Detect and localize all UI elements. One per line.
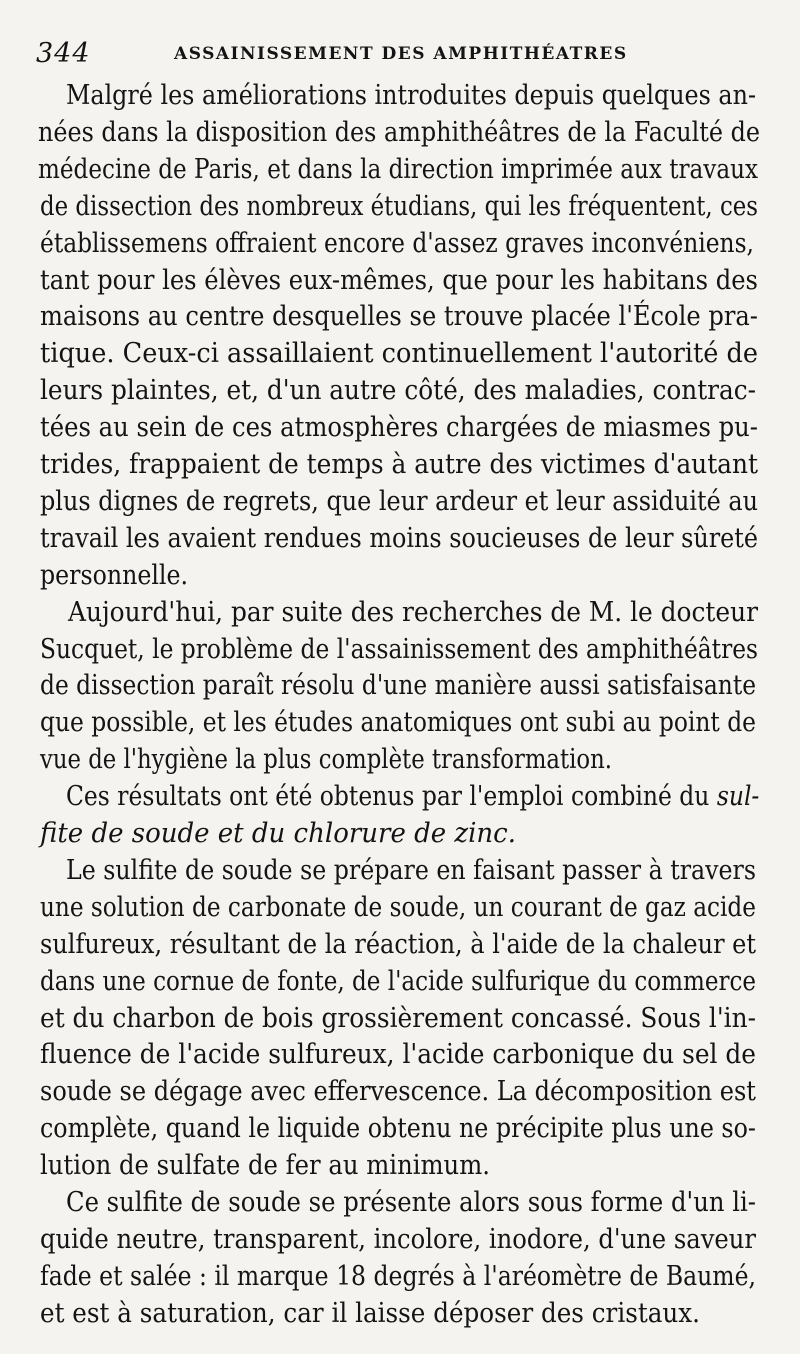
text-line-content: de dissection des nombreux étudians, qui les fréquentent, ces	[40, 190, 759, 222]
text-line-content: personnelle.	[40, 559, 189, 591]
text-line	[40, 224, 754, 264]
page-header	[36, 38, 756, 72]
text-line	[40, 261, 757, 301]
text-line-content: de dissection paraît résolu d'une manière aussi satisfaisante	[40, 670, 757, 702]
text-line	[66, 1183, 786, 1223]
text-line-content: tées au sein de ces atmosphères chargées de miasmes pu-	[40, 412, 758, 444]
text-line-content: sulfureux, résultant de la réaction, à l'aide de la chaleur et	[40, 928, 757, 960]
text-line-content: quide neutre, transparent, incolore, inodore, d'une saveur	[40, 1223, 757, 1255]
text-line	[40, 297, 756, 337]
text-line-content: Ces résultats ont été obtenus par l'emploi combiné du	[66, 781, 710, 813]
text-line-content: médecine de Paris, et dans la direction imprimée aux travaux	[38, 153, 758, 185]
text-line-content: leurs plaintes, et, d'un autre côté, des maladies, contrac-	[40, 375, 757, 407]
text-line	[40, 519, 759, 559]
text-line	[40, 999, 775, 1039]
text-line-content: Le sulfite de soude se prépare en faisant passer à travers	[66, 854, 757, 886]
text-line-content: établissemens offraient encore d'assez graves inconvéniens,	[40, 227, 754, 259]
text-line	[40, 371, 774, 411]
text-line	[40, 1072, 756, 1112]
text-line-content: travail les avaient rendues moins soucieuses de leur sûreté	[40, 522, 759, 554]
text-line-content: dans une cornue de fonte, de l'acide sulfurique du commerce	[40, 965, 757, 997]
text-line-content: complète, quand le liquide obtenu ne précipite plus une so-	[40, 1113, 756, 1145]
text-line	[40, 1220, 758, 1260]
text-line-content: Sucquet, le problème de l'assainissement des amphithéâtres	[40, 633, 759, 665]
text-line	[66, 851, 767, 891]
text-line	[40, 334, 797, 374]
text-line	[40, 630, 759, 670]
text-line	[40, 408, 759, 448]
text-line-content: plus dignes de regrets, que leur ardeur et leur assiduité au	[40, 485, 759, 517]
text-line-content: une solution de carbonate de soude, un courant de gaz acide	[40, 891, 756, 923]
text-line-content: tique. Ceux-ci assaillaient continuellement l'autorité de	[40, 338, 758, 370]
text-line-content: Ce sulfite de soude se présente alors sous forme d'un li-	[66, 1187, 756, 1218]
text-line	[40, 703, 756, 743]
text-line-content: lution de sulfate de fer au minimum.	[40, 1150, 491, 1182]
text-line-content: vue de l'hygiène la plus complète transformation.	[40, 744, 613, 776]
text-line	[66, 76, 771, 116]
text-line-content: et est à saturation, car il laisse déposer des cristaux.	[40, 1297, 701, 1329]
text-line	[40, 925, 757, 965]
text-line-content: Aujourd'hui, par suite des recherches de M. le docteur	[68, 596, 758, 628]
page-number: 344	[36, 38, 91, 69]
text-line	[38, 113, 760, 153]
text-line-content: et du charbon de bois grossièrement concassé. Sous l'in-	[40, 1002, 756, 1034]
text-line	[40, 888, 756, 928]
text-line	[40, 482, 759, 522]
text-line	[68, 593, 800, 633]
text-line-content: maisons au centre desquelles se trouve placée l'École pra-	[40, 301, 758, 333]
text-line	[38, 150, 758, 190]
text-line-content: fite de soude et du chlorure de zinc.	[40, 818, 517, 849]
text-line-content: trides, frappaient de temps à autre des victimes d'autant	[40, 449, 759, 480]
text-line	[40, 1257, 757, 1297]
text-line	[40, 814, 800, 854]
text-line	[66, 777, 760, 817]
text-line	[40, 962, 757, 1002]
text-line-content: fluence de l'acide sulfureux, l'acide carbonique du sel de	[40, 1039, 756, 1071]
text-line	[40, 187, 759, 227]
italic-word: sul-	[716, 781, 760, 813]
text-line-content: tant pour les élèves eux-mêmes, que pour les habitans des	[40, 264, 758, 296]
text-line	[40, 445, 777, 485]
text-line-content: nées dans la disposition des amphithéâtres de la Faculté de	[38, 116, 760, 148]
text-line	[40, 666, 757, 706]
text-line-content: Malgré les améliorations introduites depuis quelques an-	[66, 80, 756, 111]
text-line	[40, 1146, 760, 1186]
text-line	[40, 1294, 770, 1334]
text-line-content: soude se dégage avec effervescence. La décomposition est	[40, 1076, 756, 1108]
text-line-content: fade et salée : il marque 18 degrés à l'aréomètre de Baumé,	[40, 1260, 757, 1292]
text-line	[40, 556, 741, 596]
running-title: ASSAINISSEMENT DES AMPHITHÉATRES	[174, 44, 628, 64]
text-line	[40, 740, 714, 780]
text-line	[40, 1035, 776, 1075]
text-line-content: que possible, et les études anatomiques ont subi au point de	[40, 707, 756, 739]
text-line	[40, 1109, 756, 1149]
